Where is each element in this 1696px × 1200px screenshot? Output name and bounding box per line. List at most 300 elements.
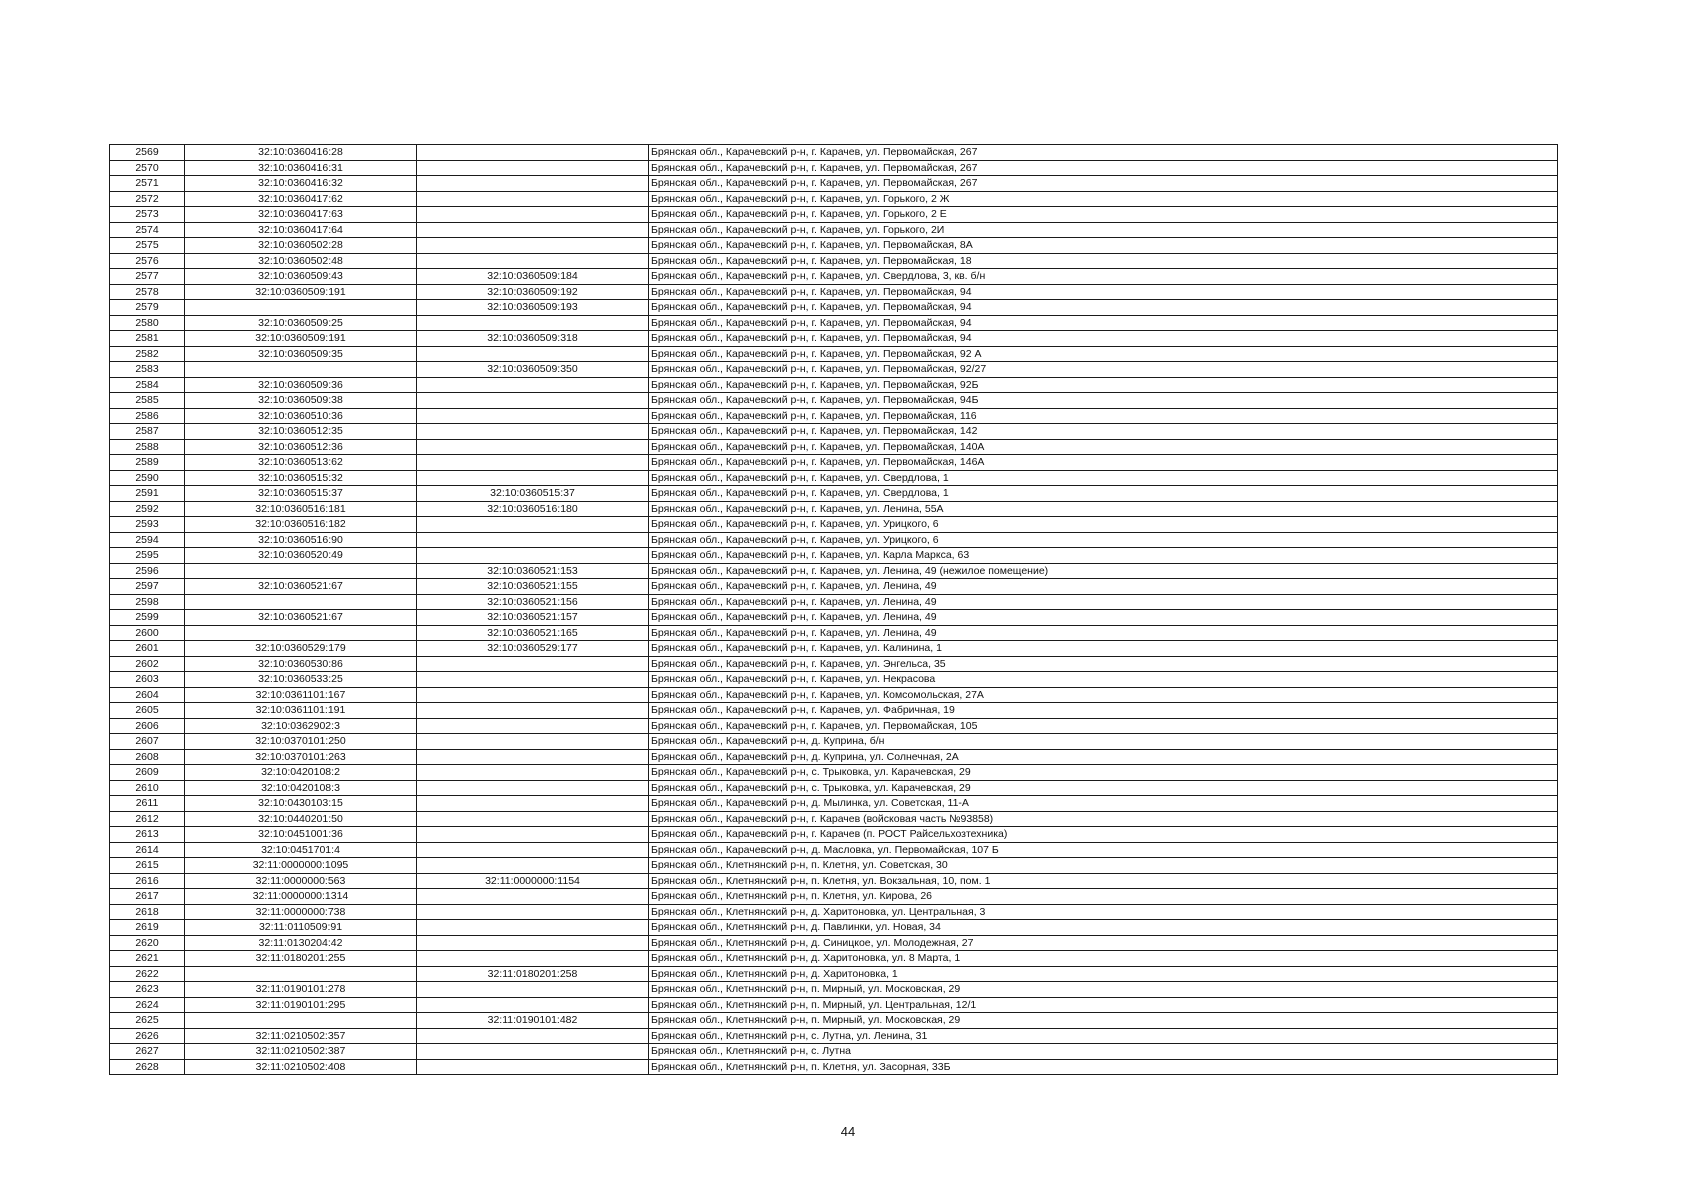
cadastral-number-cell: 32:11:0000000:1095 [185, 858, 417, 874]
table-row [110, 517, 1558, 533]
cadastral-number-cell [185, 966, 417, 982]
row-number-cell: 2586 [110, 408, 185, 424]
row-number-cell: 2609 [110, 765, 185, 781]
related-cadastral-number-cell [417, 1044, 649, 1060]
cadastral-number-cell: 32:10:0360520:49 [185, 548, 417, 564]
cadastral-number-cell [185, 1013, 417, 1029]
related-cadastral-number-cell: 32:10:0360521:157 [417, 610, 649, 626]
related-cadastral-number-cell [417, 811, 649, 827]
related-cadastral-number-cell: 32:10:0360521:153 [417, 563, 649, 579]
table-row [110, 765, 1558, 781]
related-cadastral-number-cell [417, 160, 649, 176]
cadastral-number-cell: 32:11:0130204:42 [185, 935, 417, 951]
cadastral-number-cell: 32:10:0360416:32 [185, 176, 417, 192]
related-cadastral-number-cell [417, 703, 649, 719]
row-number-cell: 2624 [110, 997, 185, 1013]
row-number-cell: 2591 [110, 486, 185, 502]
table-row [110, 145, 1558, 161]
cadastral-number-cell: 32:11:0000000:1314 [185, 889, 417, 905]
row-number-cell: 2595 [110, 548, 185, 564]
cadastral-number-cell: 32:10:0420108:2 [185, 765, 417, 781]
related-cadastral-number-cell [417, 424, 649, 440]
address-cell: Брянская обл., Карачевский р-н, г. Карачев, ул. Первомайская, 92 А [649, 346, 1558, 362]
table-row [110, 1059, 1558, 1075]
address-cell: Брянская обл., Карачевский р-н, д. Куприна, ул. Солнечная, 2А [649, 749, 1558, 765]
related-cadastral-number-cell [417, 904, 649, 920]
row-number-cell: 2618 [110, 904, 185, 920]
row-number-cell: 2597 [110, 579, 185, 595]
address-cell: Брянская обл., Карачевский р-н, д. Масловка, ул. Первомайская, 107 Б [649, 842, 1558, 858]
table-row [110, 734, 1558, 750]
address-cell: Брянская обл., Карачевский р-н, г. Карачев, ул. Карла Маркса, 63 [649, 548, 1558, 564]
related-cadastral-number-cell: 32:11:0190101:482 [417, 1013, 649, 1029]
cadastral-number-cell: 32:10:0420108:3 [185, 780, 417, 796]
row-number-cell: 2615 [110, 858, 185, 874]
table-row [110, 408, 1558, 424]
table-row [110, 269, 1558, 285]
cadastral-number-cell: 32:10:0360509:36 [185, 377, 417, 393]
related-cadastral-number-cell [417, 889, 649, 905]
row-number-cell: 2582 [110, 346, 185, 362]
table-row [110, 889, 1558, 905]
related-cadastral-number-cell: 32:10:0360509:350 [417, 362, 649, 378]
address-cell: Брянская обл., Карачевский р-н, г. Карачев, ул. Ленина, 49 [649, 610, 1558, 626]
table-row [110, 718, 1558, 734]
row-number-cell: 2617 [110, 889, 185, 905]
row-number-cell: 2596 [110, 563, 185, 579]
related-cadastral-number-cell [417, 548, 649, 564]
row-number-cell: 2585 [110, 393, 185, 409]
table-row [110, 1044, 1558, 1060]
address-cell: Брянская обл., Карачевский р-н, г. Карачев, ул. Первомайская, 267 [649, 145, 1558, 161]
address-cell: Брянская обл., Карачевский р-н, г. Карачев, ул. Первомайская, 140А [649, 439, 1558, 455]
row-number-cell: 2575 [110, 238, 185, 254]
cadastral-number-cell: 32:10:0362902:3 [185, 718, 417, 734]
row-number-cell: 2600 [110, 625, 185, 641]
address-cell: Брянская обл., Карачевский р-н, г. Карачев, ул. Ленина, 49 [649, 594, 1558, 610]
related-cadastral-number-cell: 32:10:0360521:156 [417, 594, 649, 610]
address-cell: Брянская обл., Карачевский р-н, г. Карачев, ул. Первомайская, 146А [649, 455, 1558, 471]
row-number-cell: 2594 [110, 532, 185, 548]
related-cadastral-number-cell [417, 765, 649, 781]
table-row [110, 656, 1558, 672]
row-number-cell: 2571 [110, 176, 185, 192]
row-number-cell: 2592 [110, 501, 185, 517]
address-cell: Брянская обл., Карачевский р-н, д. Куприна, б/н [649, 734, 1558, 750]
related-cadastral-number-cell [417, 145, 649, 161]
address-cell: Брянская обл., Карачевский р-н, г. Карачев, ул. Первомайская, 267 [649, 176, 1558, 192]
address-cell: Брянская обл., Карачевский р-н, г. Карачев, ул. Калинина, 1 [649, 641, 1558, 657]
row-number-cell: 2623 [110, 982, 185, 998]
table-row [110, 703, 1558, 719]
address-cell: Брянская обл., Карачевский р-н, г. Карачев, ул. Первомайская, 116 [649, 408, 1558, 424]
address-cell: Брянская обл., Карачевский р-н, г. Карачев, ул. Первомайская, 94 [649, 331, 1558, 347]
row-number-cell: 2602 [110, 656, 185, 672]
address-cell: Брянская обл., Карачевский р-н, г. Карачев, ул. Первомайская, 18 [649, 253, 1558, 269]
related-cadastral-number-cell: 32:10:0360509:193 [417, 300, 649, 316]
related-cadastral-number-cell [417, 207, 649, 223]
address-cell: Брянская обл., Карачевский р-н, г. Карачев, ул. Горького, 2 Ж [649, 191, 1558, 207]
table-row [110, 501, 1558, 517]
row-number-cell: 2604 [110, 687, 185, 703]
address-cell: Брянская обл., Карачевский р-н, г. Карачев, ул. Горького, 2 Е [649, 207, 1558, 223]
cadastral-number-cell: 32:10:0360516:90 [185, 532, 417, 548]
row-number-cell: 2608 [110, 749, 185, 765]
address-cell: Брянская обл., Карачевский р-н, с. Трыковка, ул. Карачевская, 29 [649, 765, 1558, 781]
address-cell: Брянская обл., Клетнянский р-н, д. Синицкое, ул. Молодежная, 27 [649, 935, 1558, 951]
related-cadastral-number-cell [417, 346, 649, 362]
related-cadastral-number-cell: 32:10:0360515:37 [417, 486, 649, 502]
cadastral-number-cell: 32:10:0370101:250 [185, 734, 417, 750]
row-number-cell: 2625 [110, 1013, 185, 1029]
cadastral-number-cell: 32:10:0360417:62 [185, 191, 417, 207]
cadastral-number-cell: 32:11:0210502:408 [185, 1059, 417, 1075]
table-row [110, 641, 1558, 657]
table-row [110, 377, 1558, 393]
related-cadastral-number-cell [417, 517, 649, 533]
related-cadastral-number-cell [417, 393, 649, 409]
cadastral-number-cell: 32:10:0370101:263 [185, 749, 417, 765]
address-cell: Брянская обл., Карачевский р-н, г. Карачев, ул. Первомайская, 94 [649, 284, 1558, 300]
address-cell: Брянская обл., Клетнянский р-н, д. Харитоновка, 1 [649, 966, 1558, 982]
table-row [110, 625, 1558, 641]
related-cadastral-number-cell [417, 827, 649, 843]
related-cadastral-number-cell [417, 780, 649, 796]
table-row [110, 920, 1558, 936]
page-number: 44 [840, 1124, 856, 1139]
address-cell: Брянская обл., Карачевский р-н, г. Карачев, ул. Комсомольская, 27А [649, 687, 1558, 703]
address-cell: Брянская обл., Карачевский р-н, г. Карачев, ул. Ленина, 49 (нежилое помещение) [649, 563, 1558, 579]
related-cadastral-number-cell: 32:11:0180201:258 [417, 966, 649, 982]
cadastral-number-cell: 32:10:0360521:67 [185, 579, 417, 595]
cadastral-number-cell: 32:10:0361101:191 [185, 703, 417, 719]
address-cell: Брянская обл., Карачевский р-н, г. Карачев, ул. Первомайская, 94Б [649, 393, 1558, 409]
row-number-cell: 2574 [110, 222, 185, 238]
table-row [110, 191, 1558, 207]
row-number-cell: 2590 [110, 470, 185, 486]
related-cadastral-number-cell [417, 191, 649, 207]
address-cell: Брянская обл., Клетнянский р-н, п. Клетня, ул. Кирова, 26 [649, 889, 1558, 905]
related-cadastral-number-cell [417, 470, 649, 486]
cadastral-number-cell: 32:10:0360509:38 [185, 393, 417, 409]
row-number-cell: 2581 [110, 331, 185, 347]
related-cadastral-number-cell [417, 315, 649, 331]
table-row [110, 207, 1558, 223]
cadastral-number-cell: 32:10:0360509:25 [185, 315, 417, 331]
row-number-cell: 2599 [110, 610, 185, 626]
related-cadastral-number-cell [417, 408, 649, 424]
related-cadastral-number-cell [417, 455, 649, 471]
related-cadastral-number-cell [417, 997, 649, 1013]
address-cell: Брянская обл., Клетнянский р-н, п. Клетня, ул. Вокзальная, 10, пом. 1 [649, 873, 1558, 889]
related-cadastral-number-cell [417, 253, 649, 269]
row-number-cell: 2626 [110, 1028, 185, 1044]
table-row [110, 966, 1558, 982]
row-number-cell: 2569 [110, 145, 185, 161]
row-number-cell: 2611 [110, 796, 185, 812]
related-cadastral-number-cell [417, 951, 649, 967]
related-cadastral-number-cell: 32:10:0360521:165 [417, 625, 649, 641]
cadastral-number-cell [185, 594, 417, 610]
address-cell: Брянская обл., Карачевский р-н, г. Карачев, ул. Энгельса, 35 [649, 656, 1558, 672]
table-row [110, 548, 1558, 564]
table-row [110, 811, 1558, 827]
cadastral-number-cell: 32:10:0360502:48 [185, 253, 417, 269]
row-number-cell: 2628 [110, 1059, 185, 1075]
cadastral-number-cell: 32:11:0000000:563 [185, 873, 417, 889]
related-cadastral-number-cell [417, 842, 649, 858]
address-cell: Брянская обл., Карачевский р-н, г. Карачев (войсковая часть №93858) [649, 811, 1558, 827]
cadastral-number-cell: 32:10:0360509:43 [185, 269, 417, 285]
table-row [110, 315, 1558, 331]
row-number-cell: 2603 [110, 672, 185, 688]
row-number-cell: 2572 [110, 191, 185, 207]
related-cadastral-number-cell [417, 858, 649, 874]
row-number-cell: 2570 [110, 160, 185, 176]
related-cadastral-number-cell [417, 532, 649, 548]
row-number-cell: 2577 [110, 269, 185, 285]
table-row [110, 532, 1558, 548]
cadastral-number-cell: 32:10:0360417:64 [185, 222, 417, 238]
address-cell: Брянская обл., Карачевский р-н, г. Карачев, ул. Свердлова, 1 [649, 470, 1558, 486]
cadastral-number-cell: 32:10:0360502:28 [185, 238, 417, 254]
cadastral-number-cell: 32:10:0360516:181 [185, 501, 417, 517]
cadastral-number-cell [185, 625, 417, 641]
table-row [110, 687, 1558, 703]
cadastral-number-cell: 32:10:0360416:28 [185, 145, 417, 161]
related-cadastral-number-cell [417, 176, 649, 192]
address-cell: Брянская обл., Карачевский р-н, г. Карачев, ул. Первомайская, 105 [649, 718, 1558, 734]
cadastral-number-cell: 32:10:0360512:36 [185, 439, 417, 455]
cadastral-number-cell: 32:10:0451001:36 [185, 827, 417, 843]
table-row [110, 563, 1558, 579]
related-cadastral-number-cell: 32:11:0000000:1154 [417, 873, 649, 889]
table-row [110, 827, 1558, 843]
address-cell: Брянская обл., Клетнянский р-н, п. Мирный, ул. Московская, 29 [649, 1013, 1558, 1029]
row-number-cell: 2580 [110, 315, 185, 331]
table-row [110, 579, 1558, 595]
table-row [110, 1013, 1558, 1029]
table-row [110, 486, 1558, 502]
address-cell: Брянская обл., Карачевский р-н, г. Карачев (п. РОСТ Райсельхозтехника) [649, 827, 1558, 843]
table-row [110, 951, 1558, 967]
cadastral-number-cell: 32:10:0360530:86 [185, 656, 417, 672]
cadastral-number-cell: 32:11:0190101:295 [185, 997, 417, 1013]
table-row [110, 393, 1558, 409]
row-number-cell: 2612 [110, 811, 185, 827]
table-row [110, 672, 1558, 688]
cadastral-number-cell: 32:10:0360533:25 [185, 672, 417, 688]
table-row [110, 780, 1558, 796]
row-number-cell: 2606 [110, 718, 185, 734]
address-cell: Брянская обл., Карачевский р-н, г. Карачев, ул. Первомайская, 94 [649, 300, 1558, 316]
table-row [110, 284, 1558, 300]
cadastral-number-cell [185, 563, 417, 579]
row-number-cell: 2622 [110, 966, 185, 982]
address-cell: Брянская обл., Карачевский р-н, г. Карачев, ул. Ленина, 55А [649, 501, 1558, 517]
cadastral-number-cell: 32:10:0360513:62 [185, 455, 417, 471]
cadastral-number-cell: 32:10:0360509:191 [185, 331, 417, 347]
cadastral-number-cell: 32:10:0440201:50 [185, 811, 417, 827]
address-cell: Брянская обл., Клетнянский р-н, д. Харитоновка, ул. 8 Марта, 1 [649, 951, 1558, 967]
table-row [110, 300, 1558, 316]
address-cell: Брянская обл., Карачевский р-н, г. Карачев, ул. Некрасова [649, 672, 1558, 688]
row-number-cell: 2598 [110, 594, 185, 610]
row-number-cell: 2593 [110, 517, 185, 533]
cadastral-number-cell [185, 362, 417, 378]
related-cadastral-number-cell [417, 222, 649, 238]
row-number-cell: 2584 [110, 377, 185, 393]
address-cell: Брянская обл., Клетнянский р-н, п. Мирный, ул. Московская, 29 [649, 982, 1558, 998]
address-cell: Брянская обл., Клетнянский р-н, п. Клетня, ул. Советская, 30 [649, 858, 1558, 874]
table-row [110, 873, 1558, 889]
row-number-cell: 2589 [110, 455, 185, 471]
table-row [110, 1028, 1558, 1044]
cadastral-number-cell: 32:11:0000000:738 [185, 904, 417, 920]
table-row [110, 439, 1558, 455]
related-cadastral-number-cell [417, 749, 649, 765]
table-row [110, 222, 1558, 238]
related-cadastral-number-cell [417, 672, 649, 688]
row-number-cell: 2613 [110, 827, 185, 843]
address-cell: Брянская обл., Карачевский р-н, г. Карачев, ул. Первомайская, 92/27 [649, 362, 1558, 378]
address-cell: Брянская обл., Карачевский р-н, г. Карачев, ул. Первомайская, 267 [649, 160, 1558, 176]
cadastral-number-cell: 32:10:0360509:191 [185, 284, 417, 300]
address-cell: Брянская обл., Карачевский р-н, с. Трыковка, ул. Карачевская, 29 [649, 780, 1558, 796]
related-cadastral-number-cell [417, 1059, 649, 1075]
table-row [110, 362, 1558, 378]
row-number-cell: 2579 [110, 300, 185, 316]
related-cadastral-number-cell [417, 734, 649, 750]
address-cell: Брянская обл., Клетнянский р-н, д. Павлинки, ул. Новая, 34 [649, 920, 1558, 936]
cadastral-number-cell [185, 300, 417, 316]
row-number-cell: 2576 [110, 253, 185, 269]
cadastral-number-cell: 32:11:0110509:91 [185, 920, 417, 936]
table-row [110, 470, 1558, 486]
cadastral-number-cell: 32:10:0360416:31 [185, 160, 417, 176]
address-cell: Брянская обл., Карачевский р-н, г. Карачев, ул. Фабричная, 19 [649, 703, 1558, 719]
row-number-cell: 2621 [110, 951, 185, 967]
row-number-cell: 2578 [110, 284, 185, 300]
address-cell: Брянская обл., Карачевский р-н, г. Карачев, ул. Свердлова, 1 [649, 486, 1558, 502]
row-number-cell: 2583 [110, 362, 185, 378]
row-number-cell: 2605 [110, 703, 185, 719]
cadastral-number-cell: 32:10:0430103:15 [185, 796, 417, 812]
table-row [110, 610, 1558, 626]
table-row [110, 935, 1558, 951]
cadastral-number-cell: 32:11:0210502:387 [185, 1044, 417, 1060]
row-number-cell: 2601 [110, 641, 185, 657]
table-row [110, 424, 1558, 440]
table-row [110, 982, 1558, 998]
related-cadastral-number-cell [417, 982, 649, 998]
table-row [110, 749, 1558, 765]
related-cadastral-number-cell: 32:10:0360509:192 [417, 284, 649, 300]
table-row [110, 176, 1558, 192]
address-cell: Брянская обл., Клетнянский р-н, п. Мирный, ул. Центральная, 12/1 [649, 997, 1558, 1013]
related-cadastral-number-cell: 32:10:0360509:184 [417, 269, 649, 285]
related-cadastral-number-cell [417, 656, 649, 672]
row-number-cell: 2610 [110, 780, 185, 796]
cadastral-number-cell: 32:10:0360516:182 [185, 517, 417, 533]
cadastral-number-cell: 32:11:0180201:255 [185, 951, 417, 967]
address-cell: Брянская обл., Карачевский р-н, г. Карачев, ул. Первомайская, 142 [649, 424, 1558, 440]
table-row [110, 253, 1558, 269]
address-cell: Брянская обл., Карачевский р-н, г. Карачев, ул. Урицкого, 6 [649, 517, 1558, 533]
row-number-cell: 2587 [110, 424, 185, 440]
table-row [110, 160, 1558, 176]
table-row [110, 997, 1558, 1013]
address-cell: Брянская обл., Карачевский р-н, г. Карачев, ул. Ленина, 49 [649, 579, 1558, 595]
cadastral-number-cell: 32:10:0360509:35 [185, 346, 417, 362]
cadastral-number-cell: 32:11:0210502:357 [185, 1028, 417, 1044]
address-cell: Брянская обл., Карачевский р-н, г. Карачев, ул. Первомайская, 8А [649, 238, 1558, 254]
table-row [110, 842, 1558, 858]
row-number-cell: 2619 [110, 920, 185, 936]
related-cadastral-number-cell: 32:10:0360521:155 [417, 579, 649, 595]
cadastral-number-cell: 32:11:0190101:278 [185, 982, 417, 998]
address-cell: Брянская обл., Карачевский р-н, г. Карачев, ул. Свердлова, 3, кв. б/н [649, 269, 1558, 285]
related-cadastral-number-cell [417, 718, 649, 734]
address-cell: Брянская обл., Карачевский р-н, д. Мылинка, ул. Советская, 11-А [649, 796, 1558, 812]
related-cadastral-number-cell: 32:10:0360529:177 [417, 641, 649, 657]
cadastral-number-cell: 32:10:0451701:4 [185, 842, 417, 858]
row-number-cell: 2620 [110, 935, 185, 951]
row-number-cell: 2573 [110, 207, 185, 223]
table-row [110, 904, 1558, 920]
row-number-cell: 2607 [110, 734, 185, 750]
table-row [110, 455, 1558, 471]
address-cell: Брянская обл., Карачевский р-н, г. Карачев, ул. Первомайская, 94 [649, 315, 1558, 331]
related-cadastral-number-cell [417, 920, 649, 936]
table-row [110, 331, 1558, 347]
row-number-cell: 2588 [110, 439, 185, 455]
cadastral-number-cell: 32:10:0360417:63 [185, 207, 417, 223]
row-number-cell: 2627 [110, 1044, 185, 1060]
address-cell: Брянская обл., Клетнянский р-н, с. Лутна, ул. Ленина, 31 [649, 1028, 1558, 1044]
table-row [110, 346, 1558, 362]
table-row [110, 796, 1558, 812]
address-cell: Брянская обл., Клетнянский р-н, с. Лутна [649, 1044, 1558, 1060]
row-number-cell: 2616 [110, 873, 185, 889]
row-number-cell: 2614 [110, 842, 185, 858]
related-cadastral-number-cell [417, 687, 649, 703]
registry-table [109, 144, 1558, 1075]
address-cell: Брянская обл., Клетнянский р-н, п. Клетня, ул. Засорная, 33Б [649, 1059, 1558, 1075]
address-cell: Брянская обл., Карачевский р-н, г. Карачев, ул. Урицкого, 6 [649, 532, 1558, 548]
cadastral-number-cell: 32:10:0361101:167 [185, 687, 417, 703]
table-row [110, 238, 1558, 254]
cadastral-number-cell: 32:10:0360510:36 [185, 408, 417, 424]
address-cell: Брянская обл., Карачевский р-н, г. Карачев, ул. Горького, 2И [649, 222, 1558, 238]
cadastral-number-cell: 32:10:0360515:32 [185, 470, 417, 486]
address-cell: Брянская обл., Карачевский р-н, г. Карачев, ул. Ленина, 49 [649, 625, 1558, 641]
related-cadastral-number-cell: 32:10:0360516:180 [417, 501, 649, 517]
related-cadastral-number-cell [417, 377, 649, 393]
cadastral-number-cell: 32:10:0360521:67 [185, 610, 417, 626]
related-cadastral-number-cell [417, 796, 649, 812]
related-cadastral-number-cell [417, 439, 649, 455]
table-row [110, 594, 1558, 610]
address-cell: Брянская обл., Карачевский р-н, г. Карачев, ул. Первомайская, 92Б [649, 377, 1558, 393]
table-row [110, 858, 1558, 874]
cadastral-number-cell: 32:10:0360529:179 [185, 641, 417, 657]
cadastral-number-cell: 32:10:0360515:37 [185, 486, 417, 502]
related-cadastral-number-cell: 32:10:0360509:318 [417, 331, 649, 347]
cadastral-number-cell: 32:10:0360512:35 [185, 424, 417, 440]
related-cadastral-number-cell [417, 1028, 649, 1044]
address-cell: Брянская обл., Клетнянский р-н, д. Харитоновка, ул. Центральная, 3 [649, 904, 1558, 920]
